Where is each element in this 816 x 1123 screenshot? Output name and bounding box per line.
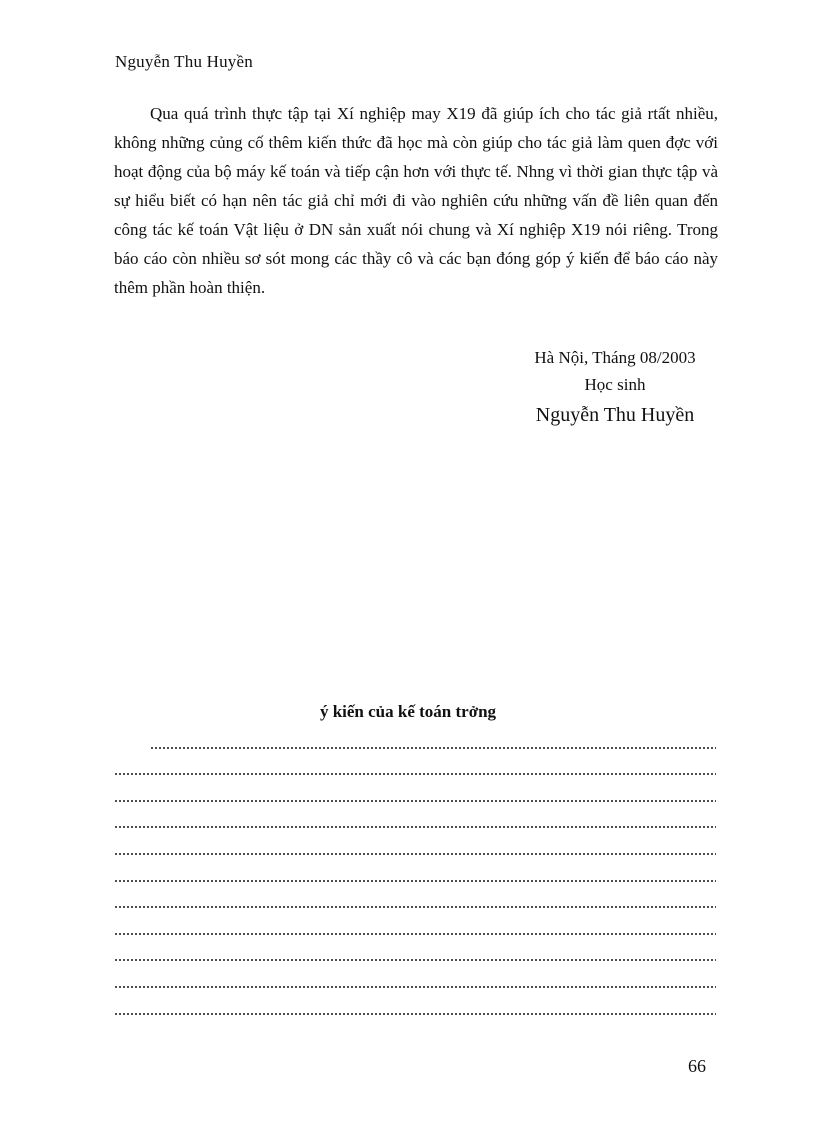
dotted-line [114,994,718,1021]
dotted-line-dots [114,800,716,802]
dotted-line [114,861,718,888]
dotted-line [114,941,718,968]
dotted-line [114,781,718,808]
dotted-line-dots [150,747,716,749]
dotted-line [114,755,718,782]
dotted-line-dots [114,1013,716,1015]
dotted-line-dots [114,880,716,882]
dotted-line-dots [114,906,716,908]
dotted-line [114,888,718,915]
header-author: Nguyễn Thu Huyền [115,52,253,71]
dotted-line-dots [114,773,716,775]
body-paragraph-block [114,99,718,302]
signature-role: Học sinh [584,375,646,394]
body-paragraph: Qua quá trình thực tập tại Xí nghiệp may X19 đã giúp ích cho tác giả rtất nhiều, không những củng cố thêm kiến thức đã học mà còn giúp cho tác giả làm quen đợc với hoạt động của bộ máy kế toán và tiếp cận hơn với thực tế. Nhng vì thời gian thực tập và sự hiểu biết có hạn nên tác giả chỉ mới đi vào nghiên cứu những vấn đề liên quan đến công tác kế toán Vật liệu ở DN sản xuất nói chung và Xí nghiệp X19 nói riêng. Trong báo cáo còn nhiều sơ sót mong các thầy cô và các bạn đóng góp ý kiến để báo cáo này thêm phần hoàn thiện. [114,104,718,297]
opinion-dotted-lines [114,728,718,1021]
dotted-line [114,808,718,835]
signature-block [500,343,730,430]
opinion-section-title: ý kiến của kế toán trởng [319,702,497,721]
dotted-line [114,914,718,941]
page-number: 66 [688,1056,706,1076]
dotted-line-dots [114,933,716,935]
signature-name: Nguyễn Thu Huyền [535,404,695,426]
dotted-line-dots [114,986,716,988]
dotted-line-dots [114,959,716,961]
dotted-line-dots [114,826,716,828]
dotted-line [114,834,718,861]
dotted-line [114,728,718,755]
dotted-line-dots [114,853,716,855]
signature-place-date: Hà Nội, Tháng 08/2003 [534,348,696,367]
dotted-line [114,967,718,994]
